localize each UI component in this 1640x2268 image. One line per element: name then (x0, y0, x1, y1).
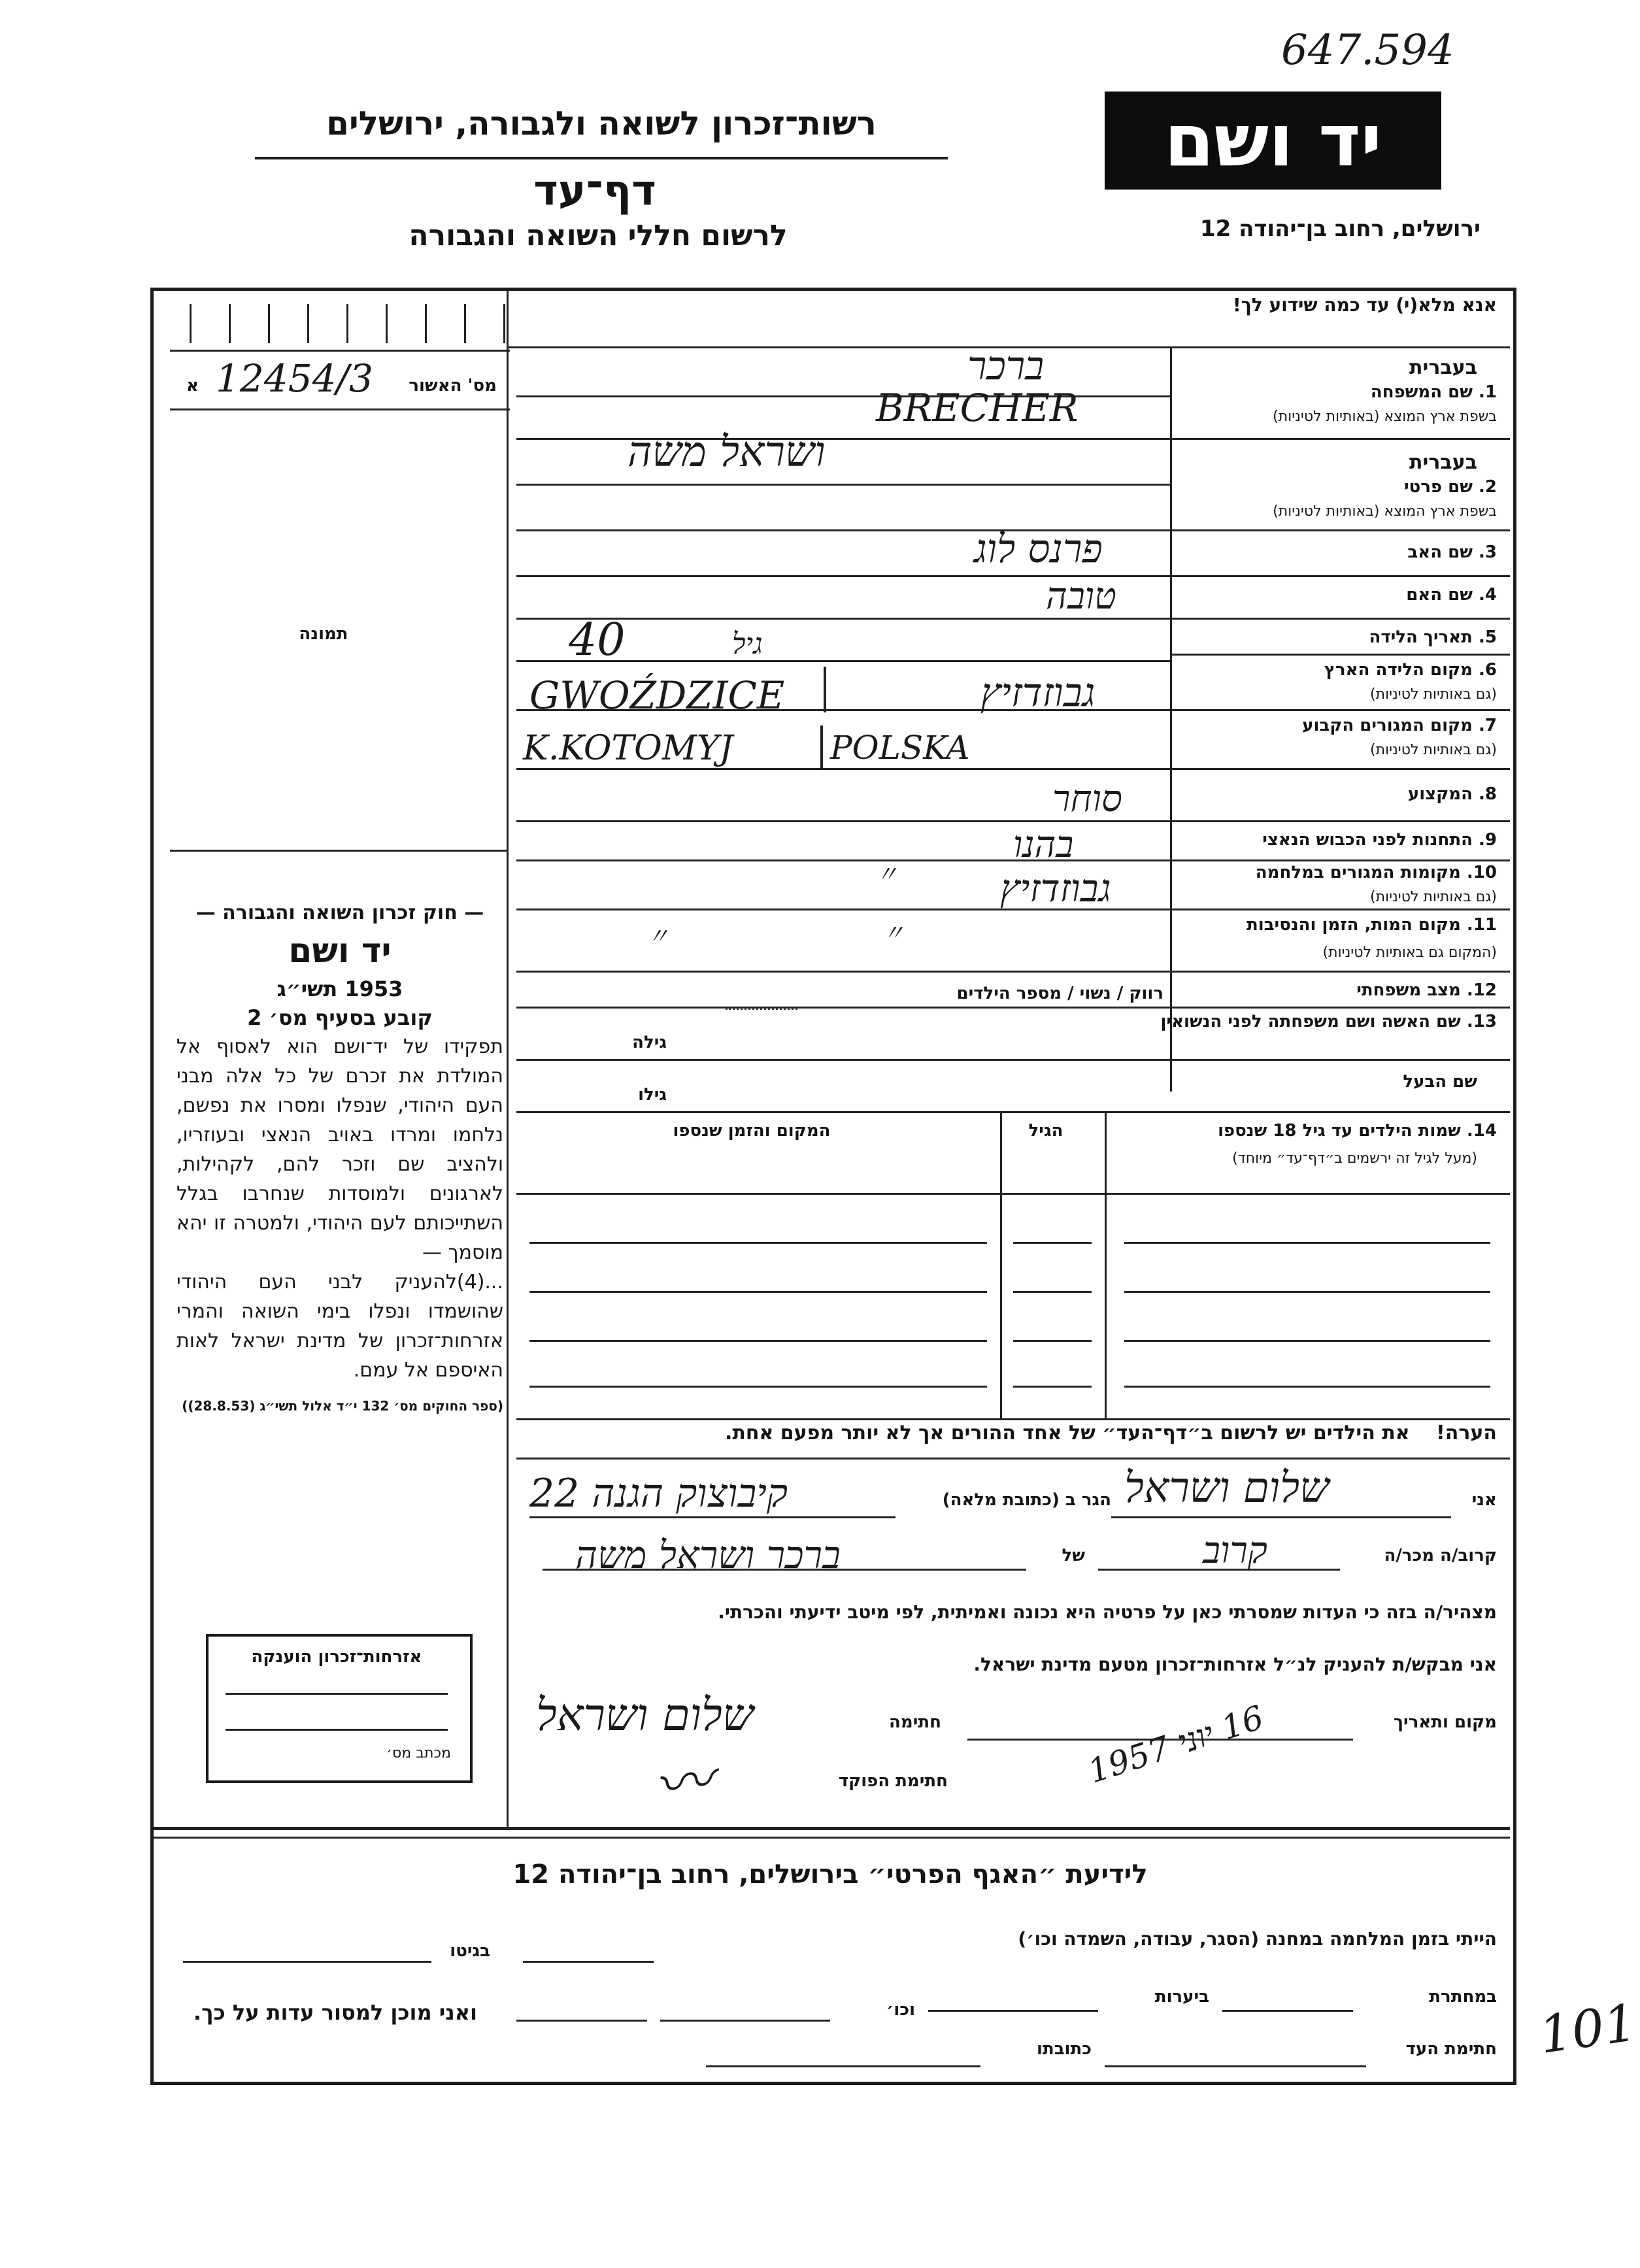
field-6-number: 6. (1479, 660, 1497, 680)
field-6-label (1177, 660, 1497, 680)
first-name-value: ושראל משה (628, 428, 826, 476)
husband-label: שם הבעל (1403, 1072, 1477, 1092)
field-1-label (1177, 382, 1497, 402)
instruction: אנא מלא(י) עד כמה שידוע לך! (1232, 294, 1497, 316)
photo-bottom-line (170, 850, 507, 852)
marital-options-text: רווק / נשוי / מספר הילדים (956, 984, 1163, 1003)
birthplace-hebrew-value: גבוזדזיץ (980, 670, 1096, 716)
field-4-label (1177, 585, 1497, 605)
children-subtitle: (מעל לגיל זה ירשמים ב״דף־עד״ מיוחד) (1232, 1150, 1477, 1167)
field-11-label (1177, 915, 1497, 935)
field-7-hint: (גם באותיות לטיניות) (1370, 742, 1497, 758)
left-column-divider (507, 291, 509, 1827)
law-clause: קובע בסעיף מס׳ 2 (247, 1005, 433, 1030)
approval-bottom-line (170, 409, 510, 410)
husband-age-label: גילו (638, 1085, 667, 1105)
field-8-label (1177, 784, 1497, 804)
field-11-name: מקום המות, הזמן והנסיבות (1247, 915, 1461, 935)
field-2-number: 2. (1479, 477, 1497, 497)
footer-line-2-end: ואני מוכן למסור עדות על כך. (193, 2000, 477, 2025)
law-source: (ספר החוקים מס׳ 132 י״ד אלול תשי״ג (28.8.53)) (182, 1398, 503, 1414)
marital-options (719, 984, 1163, 1003)
field-6-name: מקום הלידה הארץ (1324, 660, 1473, 680)
approval-ticks (170, 297, 510, 343)
law-text-block (176, 899, 503, 1416)
field-12-number: 12. (1466, 980, 1497, 1000)
field-9-name: התחנות לפני הכבוש הנאצי (1262, 830, 1473, 850)
field-1-number: 1. (1479, 382, 1497, 402)
decl-official-label: חתימת הפוקד (838, 1771, 948, 1791)
children-number: 14. (1466, 1121, 1497, 1141)
footer-line-1-end: בגיטו (450, 1941, 490, 1961)
field-5-label (1177, 627, 1497, 647)
field-1-hebrew-tag: בעברית (1409, 356, 1477, 379)
yad-vashem-logo (1105, 92, 1441, 190)
age-word-value: גיל (732, 627, 763, 661)
logo-text: יד ושם (1163, 99, 1382, 182)
children-title (1111, 1121, 1497, 1141)
wartime-residence-value: גבוזדזיץ (1000, 866, 1111, 910)
field-13-label (1160, 1012, 1497, 1031)
footer-line-3-mid: כתובתו (1037, 2039, 1092, 2059)
note-label: הערה! (1436, 1422, 1497, 1444)
field-8-number: 8. (1479, 784, 1497, 804)
decl-i-label: אני (1471, 1490, 1497, 1510)
residence-latin-value: K.KOTOMYJ (523, 729, 733, 768)
children-place-header: המקום והזמן שנספו (673, 1121, 831, 1141)
law-body: תפקידו של יד־ושם הוא לאסוף אל המולדת את זכרם של כל אלה מבני העם היהודי, שנפלו ומסרו את נפשם, נלחמו ומרדו באויב הנאצי ובעוזריו, ולהציב שם וזכר להם, לקהילות, לארגונים ולמוסדות שנחרבו בגלל השתייכותם לעם היהודי, ולמטרה זו יהא מוסמך — (176, 1035, 503, 1264)
official-signature-scribble: 〰 (650, 1745, 718, 1822)
ditto-mark-2: 〃 (882, 920, 905, 946)
field-7-name: מקום המגורים הקבוע (1302, 716, 1473, 735)
law-body-2: ...(4)להעניק לבני העם היהודי שהושמדו ונפלו בימי השואה והמרי אזרחות־זכרון של מדינת ישראל לאות האיספם אל עמם. (176, 1271, 503, 1382)
family-name-hebrew-value: ברכר (967, 343, 1045, 389)
decl-place-date-label: מקום ותאריך (1394, 1712, 1497, 1732)
field-13-name: שם האשה ושם משפחתה לפני הנשואין (1160, 1012, 1461, 1031)
children-title-text: שמות הילדים עד גיל 18 שנספו (1218, 1121, 1461, 1141)
approval-top-line (170, 350, 510, 352)
decl-date-value: 16 יוני 1957 (1083, 1698, 1269, 1791)
form-title: דף־עד (533, 167, 656, 215)
age-value: 40 (569, 614, 626, 666)
footer-title: לידיעת ״האגף הפרטי״ בירושלים, רחוב בן־יהודה 12 (512, 1859, 1148, 1890)
field-1-hint: בשפת ארץ המוצא (באותיות לטיניות) (1273, 409, 1497, 425)
decl-relation-value: קרוב (1203, 1529, 1267, 1572)
field-1-name: שם המשפחה (1370, 382, 1473, 402)
decl-name-value: שלום ושראל (1124, 1464, 1330, 1512)
mother-name-value: טובה (1046, 575, 1116, 618)
field-5-name: תאריך הלידה (1369, 627, 1473, 647)
citizenship-title: אזרחות־זכרון הוענקה (251, 1647, 422, 1667)
field-4-number: 4. (1479, 585, 1497, 605)
field-10-label (1177, 863, 1497, 882)
footer-rule (154, 1827, 1510, 1830)
approval-number: 12454/3 (216, 356, 373, 401)
footer-line-3-label: חתימת העד (1405, 2039, 1497, 2059)
residence-country-value: POLSKA (830, 729, 970, 767)
birthplace-latin-value: GWOŹDZICE (529, 673, 785, 718)
field-9-number: 9. (1479, 830, 1497, 850)
authority-underline (255, 157, 948, 159)
field-3-name: שם האב (1407, 542, 1473, 562)
decl-statement-2: אני מבקש/ת להעניק לנ״ל אזרחות־זכרון מטעם מדינת ישראל. (973, 1654, 1497, 1675)
field-7-number: 7. (1479, 716, 1497, 735)
decl-signature-label: חתימה (889, 1712, 941, 1732)
header-address: ירושלים, רחוב בן־יהודה 12 (1199, 216, 1481, 242)
father-name-value: פרנס לוג (974, 526, 1103, 572)
field-13-number: 13. (1466, 1012, 1497, 1031)
ditto-mark-1: 〃 (876, 861, 898, 888)
children-age-header: הגיל (1028, 1121, 1063, 1141)
decl-resides-label: הגר ב (כתובת מלאה) (942, 1490, 1111, 1510)
decl-signature-value: שלום ושראל (536, 1690, 754, 1741)
field-2-hint: בשפת ארץ המוצא (באותיות לטיניות) (1273, 503, 1497, 520)
field-11-number: 11. (1466, 915, 1497, 935)
wife-age-label: גילה (632, 1033, 667, 1052)
note-text: את הילדים יש לרשום ב״דף־העד״ של אחד ההורים אך לא יותר מפעם אחת. (725, 1422, 1410, 1444)
field-6-hint: (גם באותיות לטיניות) (1370, 686, 1497, 703)
margin-number: 101 (1535, 1993, 1640, 2065)
children-count-line (726, 1008, 797, 1010)
field-12-name: מצב משפחתי (1356, 980, 1461, 1000)
field-4-name: שם האם (1406, 585, 1473, 605)
citizenship-number-label: מכתב מס׳ (386, 1745, 451, 1761)
field-3-label (1177, 542, 1497, 562)
decl-of-label: של (1062, 1546, 1085, 1565)
law-title: — חוק זכרון השואה והגבורה — (195, 901, 484, 924)
field-7-label (1177, 716, 1497, 735)
decl-relative-label: קרוב/ה מכר/ה (1384, 1546, 1497, 1565)
decl-relative-name-value: ברכר ושראל משה (575, 1533, 841, 1577)
field-11-hint: (המקום גם באותיות לטיניות) (1322, 944, 1497, 961)
footer-line-2-mid2: וכו׳ (886, 2000, 915, 2020)
field-10-hint: (גם באותיות לטיניות) (1370, 889, 1497, 905)
note (536, 1422, 1497, 1444)
approval-label: מס' האשור (409, 376, 497, 395)
field-10-name: מקומות המגורים במלחמה (1255, 863, 1461, 882)
ditto-mark-3: 〃 (647, 924, 669, 950)
profession-value: סוחר (1052, 778, 1122, 820)
family-name-latin-value: BRECHER (876, 386, 1079, 430)
law-year: 1953 תשי״ג (276, 976, 403, 1001)
authority-name: רשות־זכרון לשואה ולגבורה, ירושלים (326, 105, 877, 142)
field-9-label (1177, 830, 1497, 850)
law-name: יד ושם (288, 931, 392, 971)
field-2-name: שם פרטי (1404, 477, 1473, 497)
field-8-name: המקצוע (1407, 784, 1473, 804)
footer-line-2-label: במחתרת (1429, 1987, 1497, 2007)
prewar-stations-value: בהנו (1013, 824, 1074, 866)
decl-address-value: קיבוצוק הגנה 22 (529, 1471, 788, 1516)
file-number: 647.594 (1281, 26, 1454, 75)
field-2-label (1177, 477, 1497, 497)
label-column-divider (1170, 346, 1172, 1092)
photo-label: תמונה (299, 624, 348, 644)
field-10-number: 10. (1466, 863, 1497, 882)
field-5-number: 5. (1479, 627, 1497, 647)
footer-line-1-label: הייתי בזמן המלחמה במחנה (הסגר, עבודה, השמדה וכו׳) (1018, 1928, 1497, 1950)
field-12-label (1177, 980, 1497, 1000)
field-2-hebrew-tag: בעברית (1409, 451, 1477, 474)
footer-line-2-mid: ביערות (1154, 1987, 1209, 2007)
decl-statement-1: מצהיר/ה בזה כי העדות שמסרתי כאן על פרטיה היא נכונה ואמיתית, לפי מיטב ידיעתי והכרתי. (718, 1601, 1497, 1623)
field-3-number: 3. (1479, 542, 1497, 562)
form-subtitle: לרשום חללי השואה והגבורה (409, 219, 788, 252)
approval-prefix: א (186, 376, 199, 395)
